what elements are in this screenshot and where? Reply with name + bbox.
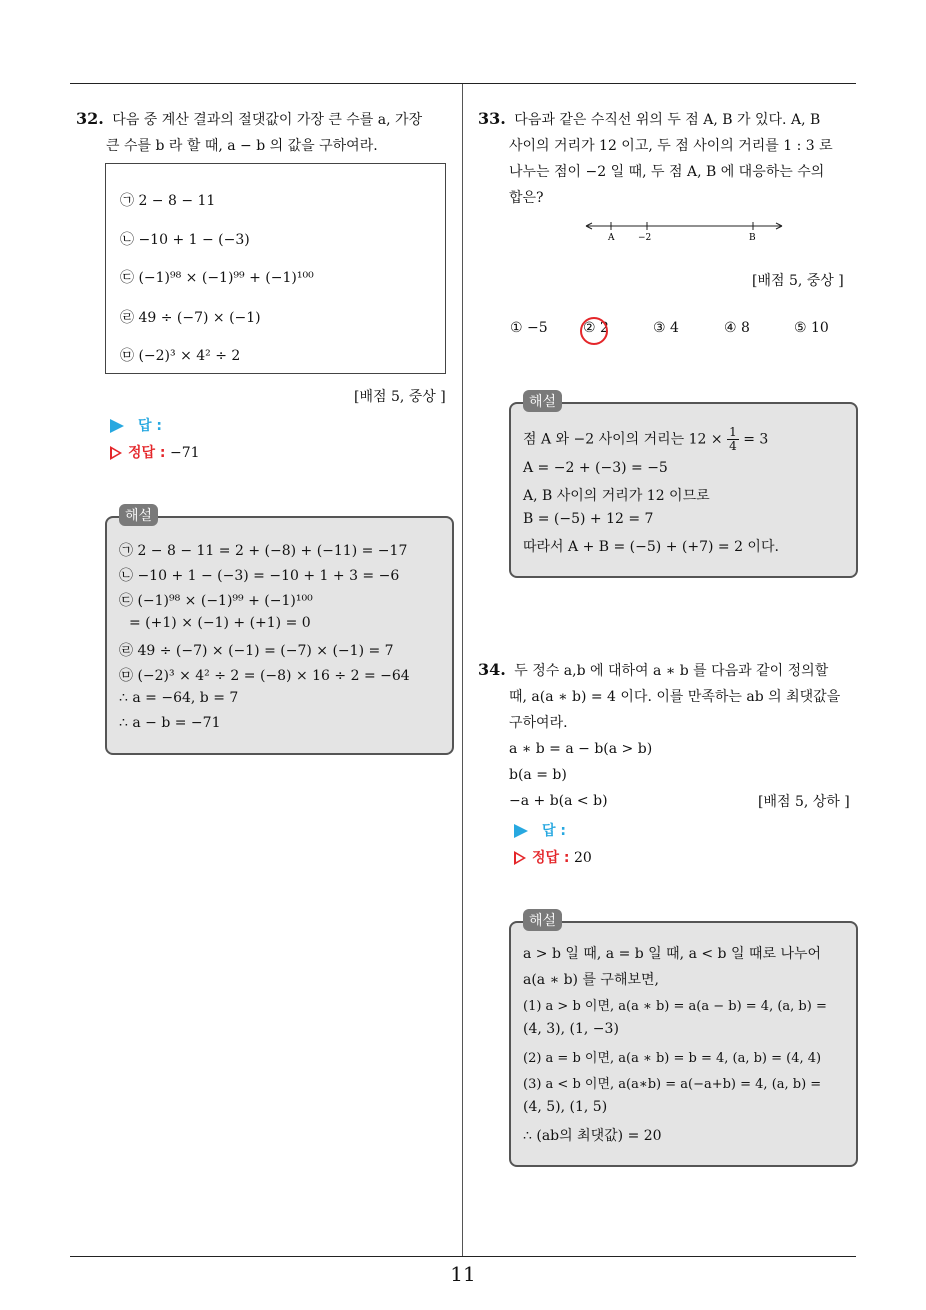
label-a: A (608, 233, 615, 243)
question-text-line: 구하여라. (509, 715, 568, 731)
score-meta: [배점 5, 중상 ] (752, 273, 844, 289)
solution-line: (4, 5), (1, 5) (523, 1099, 608, 1115)
label-b: B (749, 233, 756, 243)
solution-box (105, 508, 454, 755)
solution-line: (4, 3), (1, −3) (523, 1021, 619, 1037)
solution-line: ㉤ (−2)³ × 4² ÷ 2 = (−8) × 16 ÷ 2 = −64 (119, 668, 410, 684)
question-text-line: 다음 중 계산 결과의 절댓값이 가장 큰 수를 a, 가장 (112, 112, 423, 128)
solution-line: B = (−5) + 12 = 7 (523, 511, 654, 527)
fraction (727, 426, 739, 453)
question-text-line: 합은? (509, 190, 544, 206)
choice-box (105, 163, 446, 374)
solution-line: 따라서 A + B = (−5) + (+7) = 2 이다. (523, 539, 779, 555)
question-text-line: 두 정수 a,b 에 대하여 a ∗ b 를 다음과 같이 정의할 (514, 663, 829, 679)
option-4[interactable]: ④ 8 (724, 320, 750, 336)
fraction-numerator: 1 (729, 425, 737, 439)
solution-line: ∴ a − b = −71 (119, 715, 221, 731)
answer-row (514, 820, 566, 840)
solution-line: ㉠ 2 − 8 − 11 = 2 + (−8) + (−11) = −17 (119, 543, 408, 559)
option-2[interactable] (583, 320, 609, 336)
column-divider (462, 84, 463, 1256)
answer-row (110, 415, 162, 435)
selected-circle-mark (580, 317, 608, 345)
choice-item: ㉤ (−2)³ × 4² ÷ 2 (120, 348, 241, 364)
question-32 (76, 106, 456, 159)
correct-label: 정답 : (532, 850, 570, 866)
question-number: 32. (76, 109, 104, 128)
triangle-outline-icon (514, 851, 526, 865)
solution-line: (2) a = b 이면, a(a ∗ b) = b = 4, (a, b) = (4, 4) (523, 1051, 822, 1066)
solution-box (509, 394, 858, 578)
answer-label: 답 : (542, 823, 566, 839)
correct-answer-row (110, 442, 200, 462)
solution-box (509, 913, 858, 1167)
definition-line: −a + b(a < b) (509, 793, 608, 809)
question-text-line: 사이의 거리가 12 이고, 두 점 사이의 거리를 1 : 3 로 (509, 138, 833, 154)
page-number: 11 (450, 1262, 476, 1286)
solution-line: ㉢ (−1)⁹⁸ × (−1)⁹⁹ + (−1)¹⁰⁰ (119, 593, 313, 609)
option-1[interactable]: ① −5 (510, 320, 548, 336)
choice-item: ㉠ 2 − 8 − 11 (120, 193, 216, 209)
solution-line: ㉣ 49 ÷ (−7) × (−1) = (−7) × (−1) = 7 (119, 643, 394, 659)
definition-line: a ∗ b = a − b(a > b) (509, 741, 653, 757)
correct-value: 20 (573, 850, 592, 866)
score-meta: [배점 5, 상하 ] (758, 794, 850, 810)
solution-tag: 해설 (523, 909, 562, 931)
solution-line: ∴ (ab의 최댓값) = 20 (523, 1128, 662, 1144)
solution-line: A, B 사이의 거리가 12 이므로 (523, 488, 710, 504)
fraction-denominator: 4 (729, 439, 737, 453)
solution-tag: 해설 (119, 504, 158, 526)
question-number: 34. (478, 660, 506, 679)
score-meta: [배점 5, 중상 ] (354, 389, 446, 405)
question-text-line: 다음과 같은 수직선 위의 두 점 A, B 가 있다. A, B (514, 112, 821, 128)
correct-answer-row (514, 847, 592, 867)
option-2-label: ② 2 (583, 320, 609, 336)
solution-line: ∴ a = −64, b = 7 (119, 690, 239, 706)
question-text-line: 나누는 점이 −2 일 때, 두 점 A, B 에 대응하는 수의 (509, 164, 825, 180)
correct-label: 정답 : (128, 445, 166, 461)
solution-line: A = −2 + (−3) = −5 (523, 460, 668, 476)
bottom-rule (70, 1256, 856, 1257)
question-33 (478, 106, 860, 211)
question-text-line: 때, a(a ∗ b) = 4 이다. 이를 만족하는 ab 의 최댓값을 (509, 689, 841, 705)
solution-line: = (+1) × (−1) + (+1) = 0 (129, 615, 311, 631)
solution-text: 점 A 와 −2 사이의 거리는 12 × (523, 431, 723, 448)
question-number: 33. (478, 109, 506, 128)
solution-line: (3) a < b 이면, a(a∗b) = a(−a+b) = 4, (a, b) = (523, 1077, 822, 1092)
choice-item: ㉣ 49 ÷ (−7) × (−1) (120, 310, 261, 326)
play-icon (110, 419, 124, 433)
top-rule (70, 83, 856, 84)
solution-line: (1) a > b 이면, a(a ∗ b) = a(a − b) = 4, (a, b) = (523, 999, 827, 1014)
solution-line: a(a ∗ b) 를 구해보면, (523, 972, 659, 988)
definition-line: b(a = b) (509, 767, 567, 783)
number-line-diagram (580, 216, 790, 246)
choice-item: ㉡ −10 + 1 − (−3) (120, 232, 250, 248)
solution-tag: 해설 (523, 390, 562, 412)
option-5[interactable]: ⑤ 10 (794, 320, 829, 336)
option-3[interactable]: ③ 4 (653, 320, 679, 336)
solution-line: ㉡ −10 + 1 − (−3) = −10 + 1 + 3 = −6 (119, 568, 400, 584)
label-m: −2 (638, 233, 652, 243)
solution-line (523, 426, 768, 453)
solution-line: a > b 일 때, a = b 일 때, a < b 일 때로 나누어 (523, 946, 822, 962)
choice-item: ㉢ (−1)⁹⁸ × (−1)⁹⁹ + (−1)¹⁰⁰ (120, 270, 314, 286)
triangle-outline-icon (110, 446, 122, 460)
correct-value: −71 (169, 445, 200, 461)
solution-text: = 3 (743, 431, 769, 448)
question-text-line: 큰 수를 b 라 할 때, a − b 의 값을 구하여라. (106, 138, 378, 154)
play-icon (514, 824, 528, 838)
answer-label: 답 : (138, 418, 162, 434)
